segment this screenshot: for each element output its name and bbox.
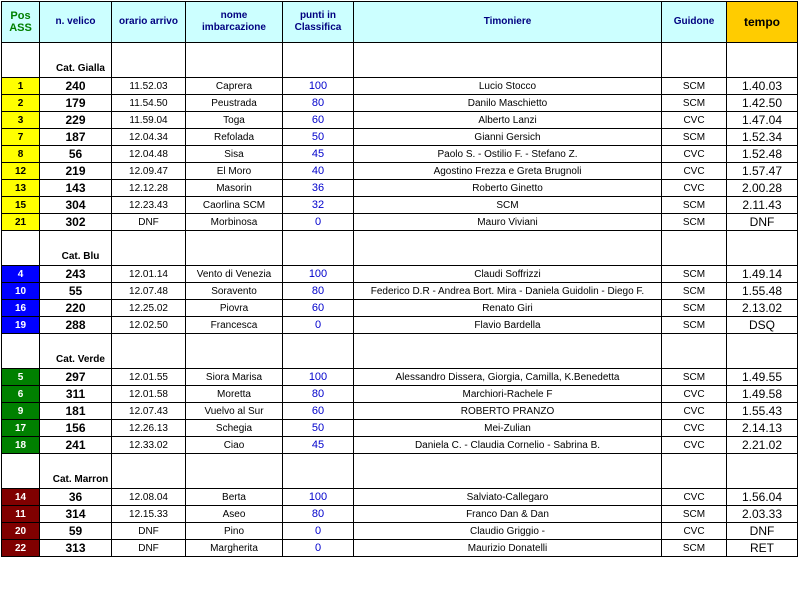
cell-tempo: 1.40.03	[727, 78, 798, 95]
category-spacer-row	[2, 454, 798, 472]
spacer-cell	[727, 231, 798, 249]
cell-timoniere: Renato Giri	[354, 300, 662, 317]
cell-punti: 36	[283, 180, 354, 197]
cell-velico: 143	[40, 180, 112, 197]
cell-guidone: SCM	[662, 540, 727, 557]
cell-nome: Refolada	[186, 129, 283, 146]
cell-punti: 80	[283, 95, 354, 112]
cell-timoniere: Federico D.R - Andrea Bort. Mira - Daniela Guidolin - Diego F.	[354, 283, 662, 300]
cell-guidone: CVC	[662, 437, 727, 454]
cell-nome: Masorin	[186, 180, 283, 197]
cell-timoniere: Claudi Soffrizzi	[354, 266, 662, 283]
table-row	[2, 369, 798, 386]
category-blank-cell	[727, 472, 798, 489]
spacer-cell	[354, 454, 662, 472]
cell-pos: 22	[2, 540, 40, 557]
cell-timoniere: Danilo Maschietto	[354, 95, 662, 112]
cell-tempo: 1.52.48	[727, 146, 798, 163]
spacer-cell	[727, 454, 798, 472]
cell-nome: Francesca	[186, 317, 283, 334]
cell-nome: Morbinosa	[186, 214, 283, 231]
spacer-cell	[662, 454, 727, 472]
cell-orario: 12.01.55	[112, 369, 186, 386]
cell-timoniere: Roberto Ginetto	[354, 180, 662, 197]
cell-guidone: CVC	[662, 489, 727, 506]
spacer-cell	[662, 43, 727, 61]
cell-orario: DNF	[112, 214, 186, 231]
cell-punti: 0	[283, 317, 354, 334]
cell-tempo: 1.47.04	[727, 112, 798, 129]
cell-punti: 32	[283, 197, 354, 214]
header-tempo: tempo	[727, 2, 798, 43]
header-punti: punti in Classifica	[283, 2, 354, 43]
spacer-cell	[727, 334, 798, 352]
category-spacer-row	[2, 334, 798, 352]
table-row	[2, 163, 798, 180]
cell-tempo: 1.56.04	[727, 489, 798, 506]
cell-nome: Pino	[186, 523, 283, 540]
spacer-cell	[354, 43, 662, 61]
cell-punti: 80	[283, 386, 354, 403]
cell-orario: 12.07.48	[112, 283, 186, 300]
table-row	[2, 78, 798, 95]
cell-guidone: CVC	[662, 112, 727, 129]
cell-velico: 304	[40, 197, 112, 214]
cell-tempo: DSQ	[727, 317, 798, 334]
category-blank-cell	[186, 61, 283, 78]
cell-pos: 8	[2, 146, 40, 163]
table-row	[2, 489, 798, 506]
cell-pos: 16	[2, 300, 40, 317]
cell-punti: 60	[283, 300, 354, 317]
cell-guidone: CVC	[662, 180, 727, 197]
category-blank-cell	[2, 61, 40, 78]
cell-nome: Piovra	[186, 300, 283, 317]
cell-nome: Ciao	[186, 437, 283, 454]
cell-punti: 100	[283, 489, 354, 506]
category-blank-cell	[354, 249, 662, 266]
cell-velico: 59	[40, 523, 112, 540]
cell-timoniere: SCM	[354, 197, 662, 214]
cell-pos: 4	[2, 266, 40, 283]
cell-nome: Peustrada	[186, 95, 283, 112]
cell-guidone: CVC	[662, 386, 727, 403]
cell-nome: Vuelvo al Sur	[186, 403, 283, 420]
cell-tempo: DNF	[727, 523, 798, 540]
cell-velico: 240	[40, 78, 112, 95]
cell-tempo: RET	[727, 540, 798, 557]
cell-punti: 80	[283, 283, 354, 300]
cell-timoniere: Franco Dan & Dan	[354, 506, 662, 523]
cell-tempo: 2.00.28	[727, 180, 798, 197]
cell-punti: 0	[283, 540, 354, 557]
table-row	[2, 317, 798, 334]
cell-timoniere: Mei-Zulian	[354, 420, 662, 437]
category-blank-cell	[354, 352, 662, 369]
category-blank-cell	[2, 352, 40, 369]
table-row	[2, 506, 798, 523]
header-nome: nome imbarcazione	[186, 2, 283, 43]
spacer-cell	[186, 334, 283, 352]
cell-velico: 311	[40, 386, 112, 403]
spacer-cell	[2, 454, 40, 472]
cell-guidone: SCM	[662, 129, 727, 146]
cell-nome: Caorlina SCM	[186, 197, 283, 214]
table-row	[2, 403, 798, 420]
cell-velico: 36	[40, 489, 112, 506]
category-blank-cell	[662, 352, 727, 369]
cell-orario: 12.09.47	[112, 163, 186, 180]
cell-guidone: SCM	[662, 266, 727, 283]
cell-orario: 12.04.48	[112, 146, 186, 163]
cell-guidone: SCM	[662, 283, 727, 300]
cell-nome: Sisa	[186, 146, 283, 163]
cell-guidone: SCM	[662, 506, 727, 523]
category-spacer-row	[2, 43, 798, 61]
header-pos: Pos ASS	[2, 2, 40, 43]
table-row	[2, 523, 798, 540]
table-row	[2, 283, 798, 300]
cell-guidone: SCM	[662, 369, 727, 386]
header-orario: orario arrivo	[112, 2, 186, 43]
category-blank-cell	[354, 472, 662, 489]
cell-tempo: 1.57.47	[727, 163, 798, 180]
category-blank-cell	[2, 249, 40, 266]
cell-timoniere: Daniela C. - Claudia Cornelio - Sabrina B.	[354, 437, 662, 454]
cell-orario: DNF	[112, 523, 186, 540]
cell-tempo: 1.49.55	[727, 369, 798, 386]
cell-velico: 219	[40, 163, 112, 180]
table-row	[2, 214, 798, 231]
cell-nome: Siora Marisa	[186, 369, 283, 386]
table-row	[2, 266, 798, 283]
category-name: Cat. Verde	[40, 352, 112, 369]
cell-pos: 3	[2, 112, 40, 129]
cell-nome: Moretta	[186, 386, 283, 403]
cell-orario: 11.54.50	[112, 95, 186, 112]
cell-nome: Berta	[186, 489, 283, 506]
cell-pos: 21	[2, 214, 40, 231]
category-blank-cell	[186, 249, 283, 266]
spacer-cell	[186, 454, 283, 472]
cell-pos: 12	[2, 163, 40, 180]
category-blank-cell	[727, 61, 798, 78]
category-title-row	[2, 61, 798, 78]
category-title-row	[2, 249, 798, 266]
cell-velico: 288	[40, 317, 112, 334]
spacer-cell	[727, 43, 798, 61]
category-blank-cell	[283, 249, 354, 266]
spacer-cell	[186, 231, 283, 249]
cell-orario: DNF	[112, 540, 186, 557]
cell-velico: 297	[40, 369, 112, 386]
cell-punti: 60	[283, 112, 354, 129]
cell-velico: 313	[40, 540, 112, 557]
cell-punti: 45	[283, 437, 354, 454]
category-blank-cell	[283, 61, 354, 78]
cell-timoniere: Flavio Bardella	[354, 317, 662, 334]
cell-tempo: 1.49.58	[727, 386, 798, 403]
cell-punti: 0	[283, 214, 354, 231]
cell-velico: 229	[40, 112, 112, 129]
cell-timoniere: Gianni Gersich	[354, 129, 662, 146]
category-blank-cell	[112, 352, 186, 369]
cell-pos: 14	[2, 489, 40, 506]
category-name: Cat. Gialla	[40, 61, 112, 78]
category-title-row	[2, 472, 798, 489]
cell-pos: 10	[2, 283, 40, 300]
cell-orario: 12.04.34	[112, 129, 186, 146]
category-blank-cell	[112, 249, 186, 266]
table-row	[2, 129, 798, 146]
cell-pos: 19	[2, 317, 40, 334]
cell-punti: 50	[283, 420, 354, 437]
spacer-cell	[112, 231, 186, 249]
cell-orario: 12.01.14	[112, 266, 186, 283]
cell-pos: 6	[2, 386, 40, 403]
cell-orario: 12.26.13	[112, 420, 186, 437]
cell-timoniere: Marchiori-Rachele F	[354, 386, 662, 403]
cell-nome: Vento di Venezia	[186, 266, 283, 283]
category-blank-cell	[283, 472, 354, 489]
cell-timoniere: Claudio Griggio -	[354, 523, 662, 540]
cell-tempo: 1.49.14	[727, 266, 798, 283]
spacer-cell	[2, 43, 40, 61]
cell-nome: El Moro	[186, 163, 283, 180]
cell-timoniere: Salviato-Callegaro	[354, 489, 662, 506]
spacer-cell	[354, 231, 662, 249]
cell-timoniere: Lucio Stocco	[354, 78, 662, 95]
spacer-cell	[112, 454, 186, 472]
cell-timoniere: Alberto Lanzi	[354, 112, 662, 129]
cell-guidone: CVC	[662, 420, 727, 437]
cell-guidone: CVC	[662, 523, 727, 540]
cell-nome: Soravento	[186, 283, 283, 300]
category-blank-cell	[662, 249, 727, 266]
spacer-cell	[112, 334, 186, 352]
cell-timoniere: Maurizio Donatelli	[354, 540, 662, 557]
cell-velico: 181	[40, 403, 112, 420]
cell-tempo: 1.55.43	[727, 403, 798, 420]
category-name: Cat. Marron	[40, 472, 112, 489]
cell-tempo: 1.55.48	[727, 283, 798, 300]
cell-orario: 11.52.03	[112, 78, 186, 95]
cell-punti: 100	[283, 369, 354, 386]
cell-velico: 187	[40, 129, 112, 146]
cell-tempo: 1.42.50	[727, 95, 798, 112]
table-row	[2, 95, 798, 112]
table-row	[2, 300, 798, 317]
cell-tempo: DNF	[727, 214, 798, 231]
spacer-cell	[354, 334, 662, 352]
cell-timoniere: ROBERTO PRANZO	[354, 403, 662, 420]
cell-velico: 220	[40, 300, 112, 317]
spacer-cell	[283, 334, 354, 352]
header-timoniere: Timoniere	[354, 2, 662, 43]
cell-orario: 12.12.28	[112, 180, 186, 197]
category-blank-cell	[186, 472, 283, 489]
results-table	[1, 1, 798, 557]
cell-pos: 11	[2, 506, 40, 523]
cell-timoniere: Agostino Frezza e Greta Brugnoli	[354, 163, 662, 180]
spacer-cell	[40, 334, 112, 352]
cell-guidone: SCM	[662, 300, 727, 317]
cell-orario: 12.23.43	[112, 197, 186, 214]
cell-punti: 40	[283, 163, 354, 180]
cell-velico: 302	[40, 214, 112, 231]
category-blank-cell	[727, 249, 798, 266]
category-blank-cell	[112, 472, 186, 489]
cell-velico: 55	[40, 283, 112, 300]
spacer-cell	[112, 43, 186, 61]
cell-guidone: SCM	[662, 317, 727, 334]
cell-orario: 12.25.02	[112, 300, 186, 317]
category-blank-cell	[662, 472, 727, 489]
category-blank-cell	[2, 472, 40, 489]
category-blank-cell	[727, 352, 798, 369]
cell-pos: 2	[2, 95, 40, 112]
cell-punti: 100	[283, 78, 354, 95]
cell-velico: 314	[40, 506, 112, 523]
category-blank-cell	[186, 352, 283, 369]
cell-pos: 20	[2, 523, 40, 540]
cell-guidone: SCM	[662, 95, 727, 112]
cell-punti: 60	[283, 403, 354, 420]
cell-guidone: CVC	[662, 403, 727, 420]
cell-pos: 5	[2, 369, 40, 386]
table-row	[2, 197, 798, 214]
cell-timoniere: Alessandro Dissera, Giorgia, Camilla, K.Benedetta	[354, 369, 662, 386]
cell-pos: 15	[2, 197, 40, 214]
cell-orario: 12.01.58	[112, 386, 186, 403]
cell-orario: 12.15.33	[112, 506, 186, 523]
spacer-cell	[40, 43, 112, 61]
cell-pos: 17	[2, 420, 40, 437]
cell-guidone: SCM	[662, 78, 727, 95]
table-row	[2, 540, 798, 557]
cell-velico: 243	[40, 266, 112, 283]
cell-orario: 12.02.50	[112, 317, 186, 334]
cell-pos: 1	[2, 78, 40, 95]
cell-pos: 18	[2, 437, 40, 454]
spacer-cell	[186, 43, 283, 61]
cell-guidone: CVC	[662, 146, 727, 163]
table-row	[2, 180, 798, 197]
cell-nome: Toga	[186, 112, 283, 129]
header-velico: n. velico	[40, 2, 112, 43]
spacer-cell	[2, 334, 40, 352]
category-blank-cell	[112, 61, 186, 78]
cell-pos: 9	[2, 403, 40, 420]
cell-punti: 45	[283, 146, 354, 163]
cell-pos: 7	[2, 129, 40, 146]
table-row	[2, 112, 798, 129]
spacer-cell	[283, 454, 354, 472]
cell-tempo: 1.52.34	[727, 129, 798, 146]
cell-orario: 12.07.43	[112, 403, 186, 420]
cell-velico: 156	[40, 420, 112, 437]
category-title-row	[2, 352, 798, 369]
cell-nome: Margherita	[186, 540, 283, 557]
cell-punti: 100	[283, 266, 354, 283]
cell-guidone: CVC	[662, 163, 727, 180]
header-guidone: Guidone	[662, 2, 727, 43]
table-row	[2, 420, 798, 437]
cell-velico: 56	[40, 146, 112, 163]
cell-guidone: SCM	[662, 214, 727, 231]
cell-velico: 241	[40, 437, 112, 454]
cell-nome: Aseo	[186, 506, 283, 523]
spacer-cell	[40, 454, 112, 472]
spacer-cell	[283, 231, 354, 249]
table-row	[2, 146, 798, 163]
header-row	[2, 2, 798, 43]
spacer-cell	[662, 231, 727, 249]
spacer-cell	[40, 231, 112, 249]
spacer-cell	[662, 334, 727, 352]
spacer-cell	[2, 231, 40, 249]
category-blank-cell	[283, 352, 354, 369]
category-name: Cat. Blu	[40, 249, 112, 266]
table-row	[2, 386, 798, 403]
cell-tempo: 2.11.43	[727, 197, 798, 214]
spacer-cell	[283, 43, 354, 61]
cell-nome: Schegia	[186, 420, 283, 437]
category-blank-cell	[354, 61, 662, 78]
cell-timoniere: Mauro Viviani	[354, 214, 662, 231]
cell-orario: 12.08.04	[112, 489, 186, 506]
cell-punti: 80	[283, 506, 354, 523]
cell-orario: 11.59.04	[112, 112, 186, 129]
cell-tempo: 2.14.13	[727, 420, 798, 437]
cell-orario: 12.33.02	[112, 437, 186, 454]
cell-punti: 50	[283, 129, 354, 146]
category-spacer-row	[2, 231, 798, 249]
cell-tempo: 2.21.02	[727, 437, 798, 454]
cell-velico: 179	[40, 95, 112, 112]
cell-punti: 0	[283, 523, 354, 540]
cell-tempo: 2.03.33	[727, 506, 798, 523]
cell-timoniere: Paolo S. - Ostilio F. - Stefano Z.	[354, 146, 662, 163]
category-blank-cell	[662, 61, 727, 78]
cell-tempo: 2.13.02	[727, 300, 798, 317]
cell-guidone: SCM	[662, 197, 727, 214]
cell-pos: 13	[2, 180, 40, 197]
table-row	[2, 437, 798, 454]
cell-nome: Caprera	[186, 78, 283, 95]
